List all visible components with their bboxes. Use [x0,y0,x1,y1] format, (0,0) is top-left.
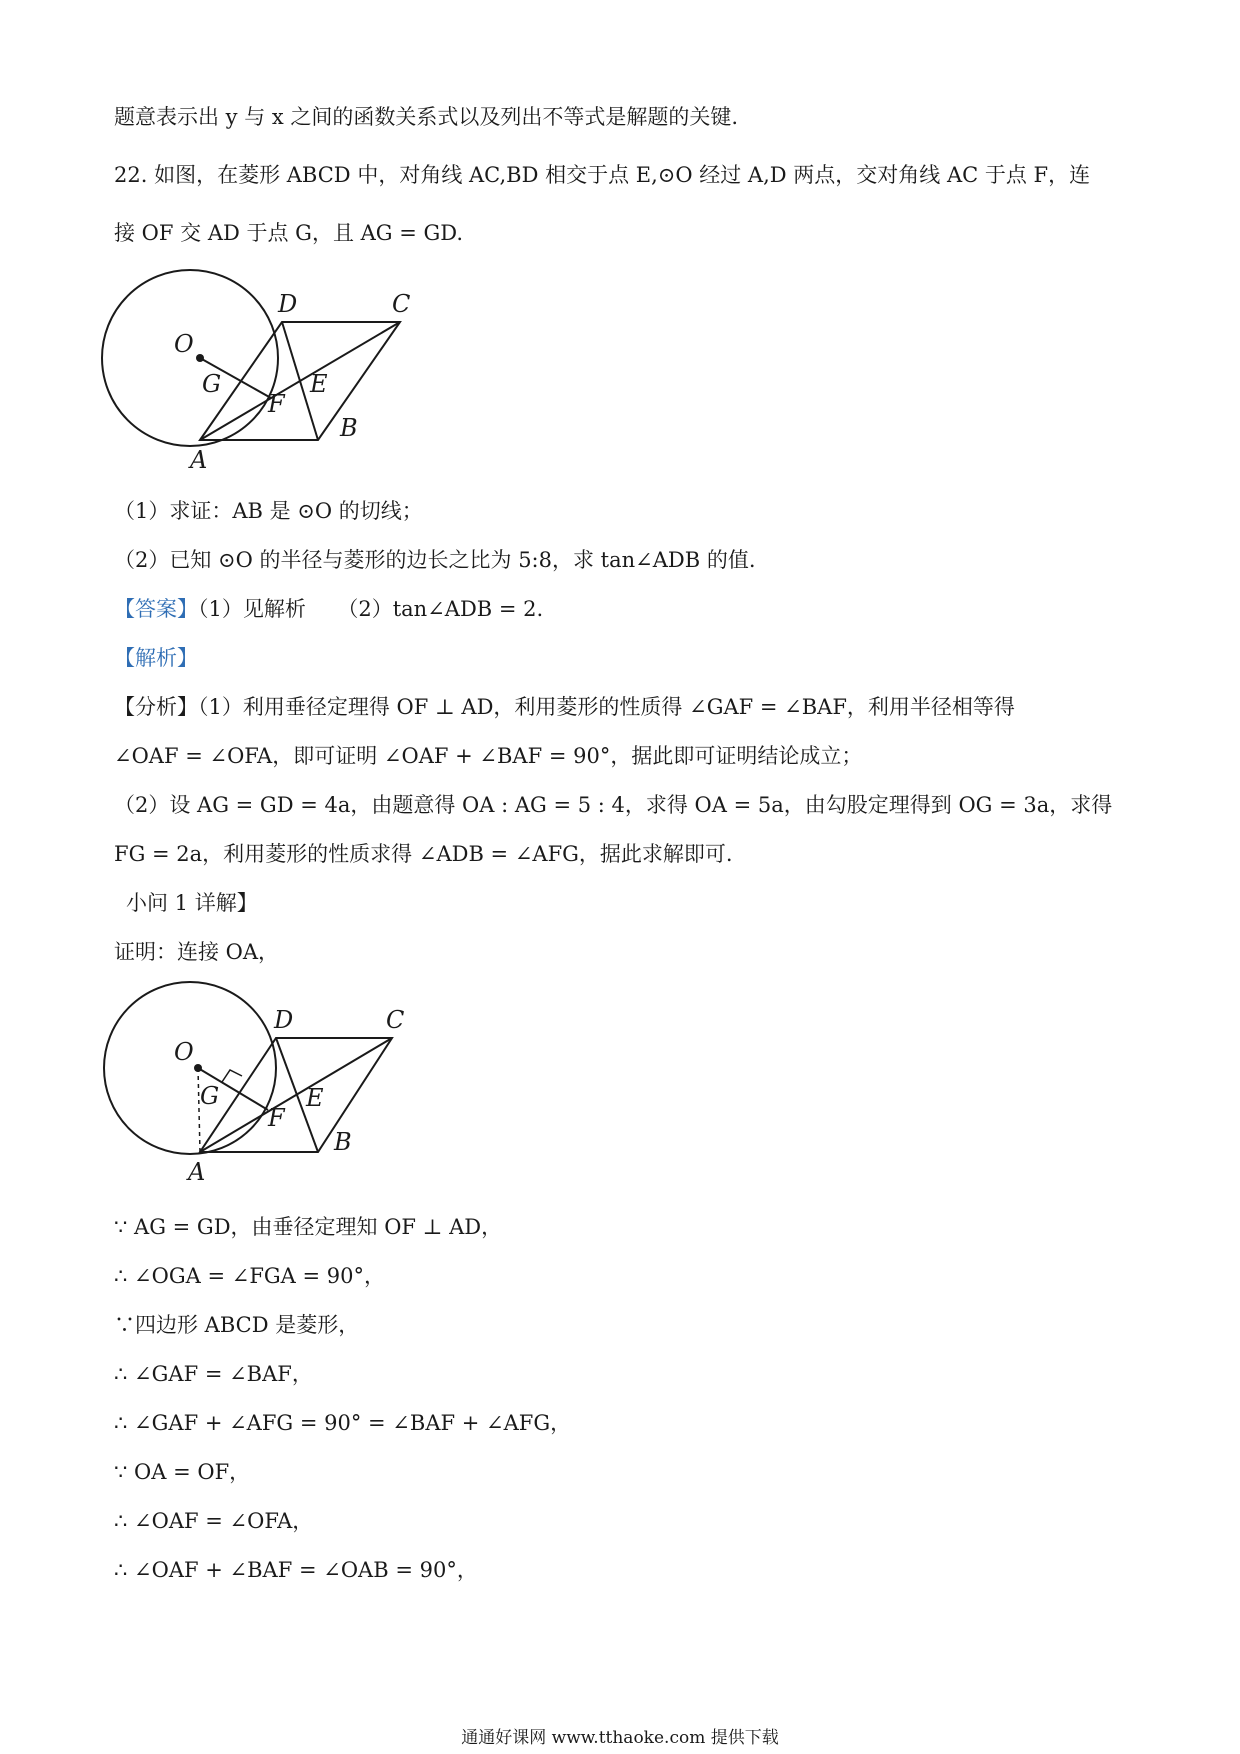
analysis-line-1: 【分析】（1）利用垂径定理得 OF ⊥ AD，利用菱形的性质得 ∠GAF = ∠BAF，利用半径相等得 [114,695,1015,719]
answer-body: （1）见解析 （2）tan∠ADB = 2. [198,597,544,621]
subquestion-heading: 小问 1 详解】 [126,891,258,915]
label-d-2: D [274,1006,294,1034]
label-o: O [174,330,194,358]
proof-start: 证明：连接 OA， [114,940,280,964]
proof-line-8: ∴ ∠OAF + ∠BAF = ∠OAB = 90°， [114,1558,478,1582]
label-g-2: G [200,1082,220,1110]
segment-oa-dashed [198,1068,200,1152]
proof-line-2: ∴ ∠OGA = ∠FGA = 90°， [114,1264,386,1288]
label-a: A [190,446,208,474]
label-f-2: F [268,1104,285,1132]
footer-source: 通通好课网 www.tthaoke.com 提供下载 [461,1728,779,1748]
answer-line [114,594,543,624]
analysis-line-4: FG = 2a，利用菱形的性质求得 ∠ADB = ∠AFG，据此求解即可. [114,842,733,866]
label-o-2: O [174,1038,194,1066]
label-d: D [278,290,298,318]
problem-statement: 22. 如图，在菱形 ABCD 中，对角线 AC,BD 相交于点 E,⊙O 经过 A,D 两点，交对角线 AC 于点 F，连 [114,163,1091,187]
answer-tag: 【答案】 [114,597,198,621]
circle-o-2 [104,982,276,1154]
problem-statement-cont: 接 OF 交 AD 于点 G，且 AG = GD. [114,221,464,245]
text-line-1: 题意表示出 y 与 x 之间的函数关系式以及列出不等式是解题的关键. [114,105,739,129]
question-1: （1）求证：AB 是 ⊙O 的切线； [114,499,423,523]
label-g: G [202,370,222,398]
right-angle-mark [222,1070,242,1082]
figure-1 [100,258,440,478]
circle-o [102,270,278,446]
proof-line-7: ∴ ∠OAF = ∠OFA， [114,1509,314,1533]
analysis-line-2: ∠OAF = ∠OFA，即可证明 ∠OAF + ∠BAF = 90°，据此即可证明结论成立； [114,744,863,768]
label-a-2: A [188,1158,206,1186]
question-2: （2）已知 ⊙O 的半径与菱形的边长之比为 5:8，求 tan∠ADB 的值. [114,548,756,572]
proof-line-6: ∵ OA = OF， [114,1460,251,1484]
label-b-2: B [334,1128,352,1156]
label-f: F [268,390,285,418]
figure-2 [100,978,440,1188]
label-c-2: C [386,1006,405,1034]
point-o-2 [194,1064,202,1072]
proof-line-5: ∴ ∠GAF + ∠AFG = 90° = ∠BAF + ∠AFG， [114,1411,572,1435]
proof-line-1: ∵ AG = GD，由垂径定理知 OF ⊥ AD， [114,1215,503,1239]
analysis-tag: 【解析】 [114,646,198,670]
proof-line-4: ∴ ∠GAF = ∠BAF， [114,1362,313,1386]
label-e-2: E [306,1084,324,1112]
label-e: E [310,370,328,398]
label-b: B [340,414,358,442]
label-c: C [392,290,411,318]
proof-line-3: ∵四边形 ABCD 是菱形， [114,1313,360,1337]
analysis-line-3: （2）设 AG = GD = 4a，由题意得 OA : AG = 5 : 4，求得 OA = 5a，由勾股定理得到 OG = 3a，求得 [114,793,1113,817]
point-o [196,354,204,362]
